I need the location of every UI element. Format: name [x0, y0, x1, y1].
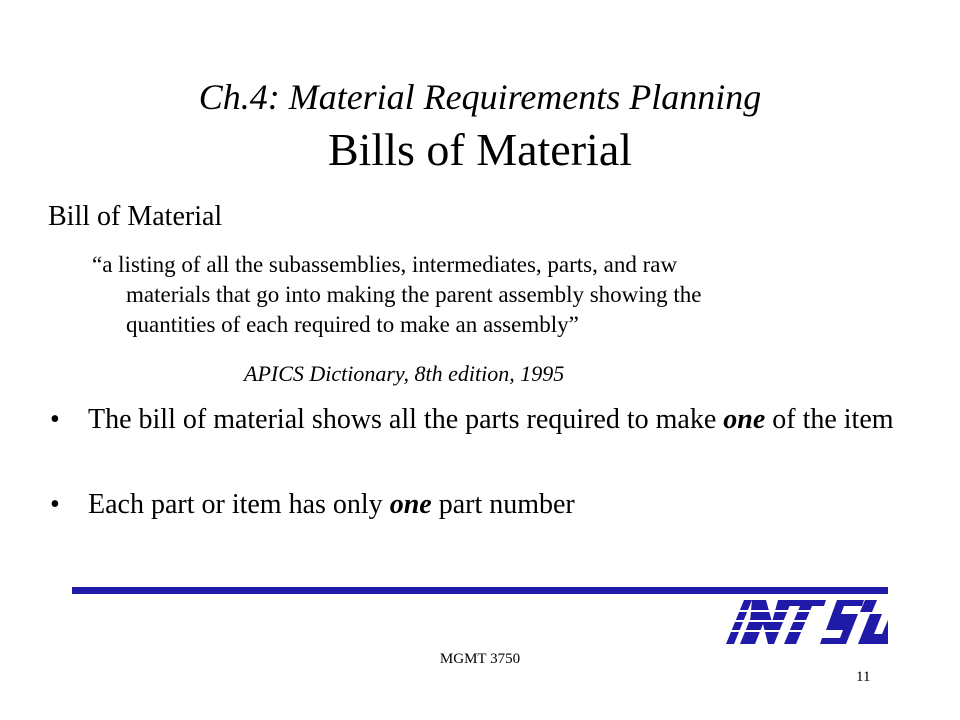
page-number: 11: [856, 669, 871, 685]
slide-title-chapter: Ch.4: Material Requirements Planning: [198, 77, 762, 117]
definition-quote: [92, 250, 892, 340]
quote-line-1: “a listing of all the subassemblies, intermediates, parts, and raw: [92, 252, 678, 277]
bullet-text-1: The bill of material shows all the parts required to make one of the item: [88, 404, 894, 435]
footer-divider: [72, 587, 888, 594]
bullet-dot-icon: •: [50, 404, 60, 435]
slide-title: Bills of Material: [327, 124, 633, 175]
course-code: MGMT 3750: [439, 651, 521, 667]
quote-source: APICS Dictionary, 8th edition, 1995: [244, 361, 565, 386]
emphasis-one: one: [389, 489, 432, 520]
emphasis-one: one: [723, 404, 766, 435]
bullet-item-2: [50, 488, 930, 524]
bullet-text-2: Each part or item has only one part number: [88, 489, 575, 520]
mtsu-logo: [722, 600, 888, 644]
section-heading: Bill of Material: [48, 201, 223, 232]
bullet-item-1: [50, 403, 930, 475]
bullet-dot-icon: •: [50, 489, 60, 520]
quote-line-2: materials that go into making the parent assembly showing the: [126, 282, 702, 307]
quote-line-3: quantities of each required to make an assembly”: [126, 312, 579, 337]
